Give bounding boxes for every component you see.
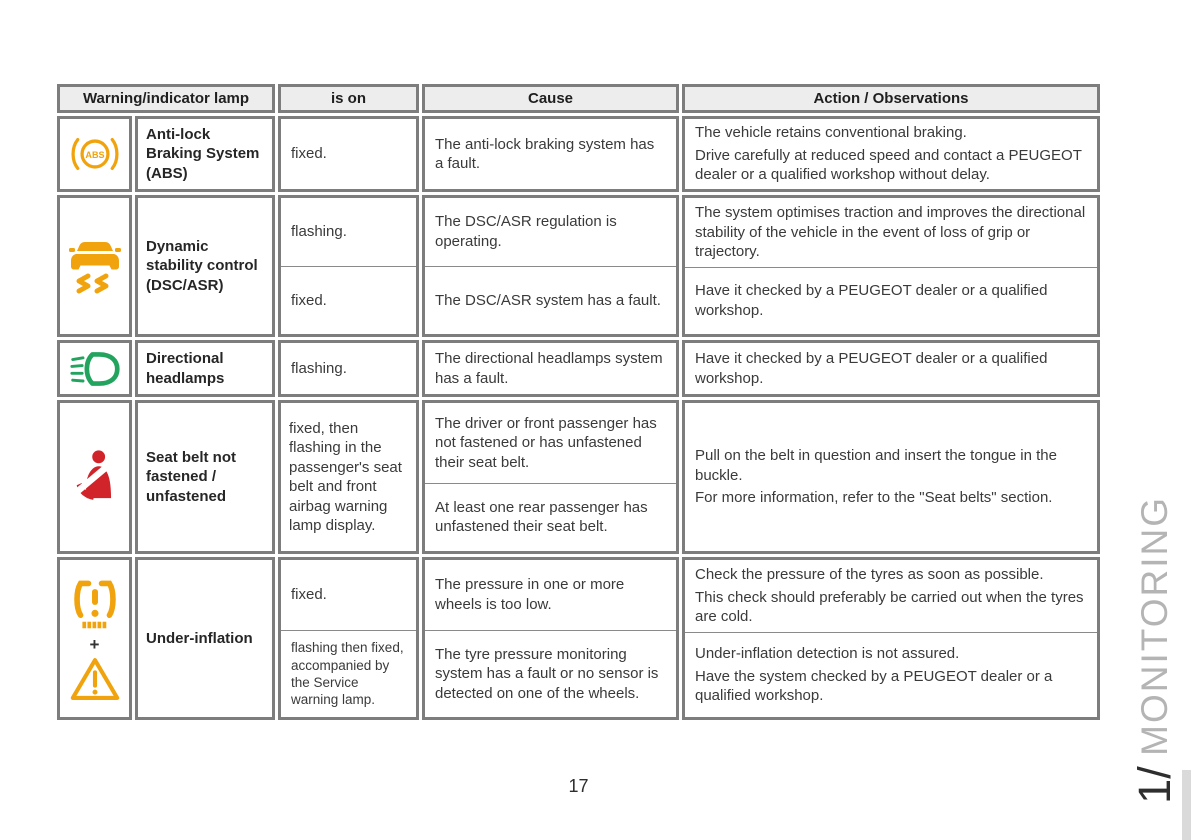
cause-dsc: The DSC/ASR regulation is operating. The DSC/ASR system has a fault. [422,195,679,337]
chapter-number: 1/ [1129,766,1180,804]
service-warning-triangle-icon [70,656,120,702]
cause-underinflation: The pressure in one or more wheels is too low. The tyre pressure monitoring system has a fault or no sensor is detected on one of the wheels. [422,557,679,720]
is-on-headlamps: flashing. [278,340,419,397]
is-on-abs: fixed. [278,116,419,192]
chapter-side-label [1129,496,1180,804]
table-row-abs-icon-cell [57,116,132,192]
page-number: 17 [568,776,589,796]
action-seatbelt: Pull on the belt in question and insert the tongue in the buckle. For more information, refer to the "Seat belts" section. [682,400,1100,554]
is-on-dsc: flashing. fixed. [278,195,419,337]
header-warning-indicator-lamp: Warning/indicator lamp [57,84,275,113]
header-cause: Cause [422,84,679,113]
chapter-title: MONITORING [1134,496,1175,757]
lamp-name-seatbelt: Seat belt not fastened / unfastened [135,400,275,554]
warning-lamps-table [57,84,1100,720]
seat-belt-warning-icon [73,448,117,506]
dsc-asr-icon [68,234,122,298]
action-underinflation: Check the pressure of the tyres as soon as possible. This check should preferably be carried out when the tyres are cold. Under-inflation detection is not assured. Have the system checked by a PEUGEOT dealer or a qualified workshop. [682,557,1100,720]
table-row-dsc-icon-cell [57,195,132,337]
table-row-headlamps-icon-cell [57,340,132,397]
lamp-name-abs: Anti-lock Braking System (ABS) [135,116,275,192]
lamp-name-dsc: Dynamic stability control (DSC/ASR) [135,195,275,337]
under-inflation-icon [67,576,123,632]
abs-icon-label: ABS [84,149,105,160]
action-headlamps: Have it checked by a PEUGEOT dealer or a qualified workshop. [682,340,1100,397]
lamp-name-headlamps: Directional headlamps [135,340,275,397]
action-abs: The vehicle retains conventional braking. Drive carefully at reduced speed and contact a PEUGEOT dealer or a qualified workshop without delay. [682,116,1100,192]
is-on-seatbelt: fixed, then flashing in the passenger's seat belt and front airbag warning lamp display. [278,400,419,554]
cause-abs: The anti-lock braking system has a fault. [422,116,679,192]
directional-headlamps-icon [69,351,121,387]
table-row-seatbelt-icon-cell [57,400,132,554]
abs-warning-icon [66,131,124,177]
header-is-on: is on [278,84,419,113]
lamp-name-underinflation: Under-inflation [135,557,275,720]
cause-headlamps: The directional headlamps system has a fault. [422,340,679,397]
page-edge-strip [1182,770,1191,840]
plus-sign: + [89,634,100,654]
is-on-underinflation: fixed. flashing then fixed, accompanied by the Service warning lamp. [278,557,419,720]
table-row-underinflation-icon-cell [57,557,132,720]
header-action-observations: Action / Observations [682,84,1100,113]
action-dsc: The system optimises traction and improves the directional stability of the vehicle in the event of loss of grip or trajectory. Have it checked by a PEUGEOT dealer or a qualified workshop. [682,195,1100,337]
cause-seatbelt: The driver or front passenger has not fastened or has unfastened their seat belt. At least one rear passenger has unfastened their seat belt. [422,400,679,554]
